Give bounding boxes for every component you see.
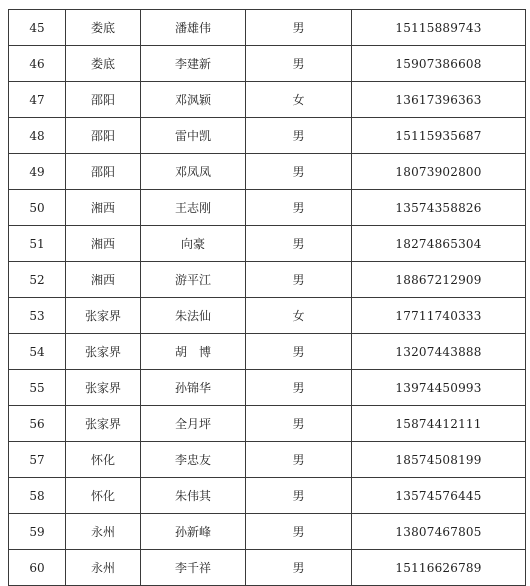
row-number: 56	[9, 406, 66, 442]
phone-cell: 18274865304	[352, 226, 526, 262]
table-row	[9, 298, 526, 334]
city-cell: 永州	[66, 550, 141, 586]
row-number: 58	[9, 478, 66, 514]
table-row	[9, 190, 526, 226]
table-row	[9, 406, 526, 442]
gender-cell: 男	[246, 478, 352, 514]
name-cell: 邓沨颖	[141, 82, 246, 118]
row-number: 51	[9, 226, 66, 262]
row-number: 46	[9, 46, 66, 82]
city-cell: 邵阳	[66, 82, 141, 118]
gender-cell: 男	[246, 226, 352, 262]
gender-cell: 男	[246, 154, 352, 190]
city-cell: 怀化	[66, 442, 141, 478]
row-number: 54	[9, 334, 66, 370]
table-row	[9, 154, 526, 190]
table-row	[9, 334, 526, 370]
name-cell: 全月坪	[141, 406, 246, 442]
table-row	[9, 370, 526, 406]
gender-cell: 男	[246, 334, 352, 370]
gender-cell: 男	[246, 514, 352, 550]
phone-cell: 15907386608	[352, 46, 526, 82]
gender-cell: 男	[246, 190, 352, 226]
city-cell: 张家界	[66, 406, 141, 442]
phone-cell: 13574576445	[352, 478, 526, 514]
row-number: 53	[9, 298, 66, 334]
phone-cell: 13617396363	[352, 82, 526, 118]
name-cell: 王志刚	[141, 190, 246, 226]
phone-cell: 18574508199	[352, 442, 526, 478]
name-cell: 朱法仙	[141, 298, 246, 334]
phone-cell: 15116626789	[352, 550, 526, 586]
name-cell: 雷中凯	[141, 118, 246, 154]
row-number: 55	[9, 370, 66, 406]
name-cell: 孙锦华	[141, 370, 246, 406]
table-row	[9, 118, 526, 154]
name-cell: 胡 博	[141, 334, 246, 370]
gender-cell: 男	[246, 370, 352, 406]
gender-cell: 男	[246, 406, 352, 442]
name-cell: 潘雄伟	[141, 10, 246, 46]
phone-cell: 13974450993	[352, 370, 526, 406]
city-cell: 邵阳	[66, 118, 141, 154]
city-cell: 永州	[66, 514, 141, 550]
roster-body	[9, 10, 526, 586]
name-cell: 游平江	[141, 262, 246, 298]
name-cell: 李建新	[141, 46, 246, 82]
gender-cell: 男	[246, 262, 352, 298]
gender-cell: 男	[246, 118, 352, 154]
phone-cell: 18867212909	[352, 262, 526, 298]
city-cell: 湘西	[66, 226, 141, 262]
table-row	[9, 442, 526, 478]
phone-cell: 15115889743	[352, 10, 526, 46]
gender-cell: 女	[246, 82, 352, 118]
row-number: 45	[9, 10, 66, 46]
gender-cell: 女	[246, 298, 352, 334]
name-cell: 孙新峰	[141, 514, 246, 550]
gender-cell: 男	[246, 442, 352, 478]
roster-table	[8, 9, 526, 586]
name-cell: 向豪	[141, 226, 246, 262]
row-number: 57	[9, 442, 66, 478]
row-number: 52	[9, 262, 66, 298]
table-row	[9, 10, 526, 46]
row-number: 60	[9, 550, 66, 586]
phone-cell: 15115935687	[352, 118, 526, 154]
row-number: 49	[9, 154, 66, 190]
name-cell: 邓凤凤	[141, 154, 246, 190]
phone-cell: 13207443888	[352, 334, 526, 370]
phone-cell: 17711740333	[352, 298, 526, 334]
table-row	[9, 550, 526, 586]
phone-cell: 18073902800	[352, 154, 526, 190]
row-number: 50	[9, 190, 66, 226]
table-row	[9, 514, 526, 550]
table-row	[9, 82, 526, 118]
row-number: 48	[9, 118, 66, 154]
city-cell: 张家界	[66, 370, 141, 406]
name-cell: 朱伟其	[141, 478, 246, 514]
name-cell: 李千祥	[141, 550, 246, 586]
city-cell: 邵阳	[66, 154, 141, 190]
gender-cell: 男	[246, 550, 352, 586]
gender-cell: 男	[246, 46, 352, 82]
gender-cell: 男	[246, 10, 352, 46]
city-cell: 怀化	[66, 478, 141, 514]
phone-cell: 13574358826	[352, 190, 526, 226]
table-row	[9, 226, 526, 262]
row-number: 47	[9, 82, 66, 118]
city-cell: 娄底	[66, 10, 141, 46]
table-row	[9, 478, 526, 514]
phone-cell: 15874412111	[352, 406, 526, 442]
city-cell: 娄底	[66, 46, 141, 82]
table-row	[9, 46, 526, 82]
name-cell: 李忠友	[141, 442, 246, 478]
row-number: 59	[9, 514, 66, 550]
city-cell: 张家界	[66, 334, 141, 370]
city-cell: 湘西	[66, 262, 141, 298]
table-row	[9, 262, 526, 298]
phone-cell: 13807467805	[352, 514, 526, 550]
city-cell: 湘西	[66, 190, 141, 226]
city-cell: 张家界	[66, 298, 141, 334]
